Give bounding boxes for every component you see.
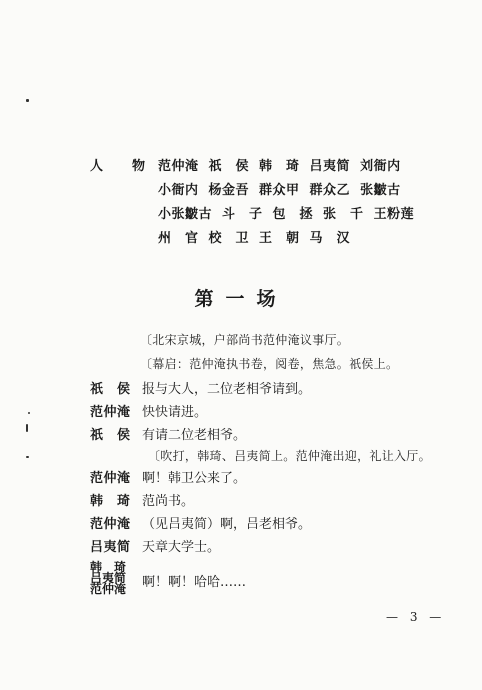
stage-direction: 〔幕启：范仲淹执书卷，阅卷，焦急。祇侯上。	[140, 357, 399, 371]
scan-speck	[26, 99, 29, 102]
cast-name: 包 拯	[272, 207, 314, 222]
dialogue-line	[90, 467, 246, 486]
scan-speck	[26, 456, 29, 458]
cast-name: 群众乙	[309, 183, 351, 198]
scan-speck	[26, 424, 28, 432]
cast-name: 范仲淹	[158, 159, 199, 174]
stage-direction: 〔北宋京城，户部尚书范仲淹议事厅。	[140, 333, 350, 347]
group-speakers	[90, 561, 126, 594]
cast-name: 刘衙内	[360, 159, 401, 174]
cast-name: 张 千	[323, 207, 364, 222]
cast-name: 斗 子	[222, 207, 263, 222]
cast-row	[158, 227, 350, 246]
cast-name: 群众甲	[259, 183, 300, 198]
speaker-name: 韩 琦	[90, 494, 131, 509]
speaker-name: 韩 琦	[90, 560, 127, 574]
cast-label: 人 物	[90, 159, 147, 174]
dialogue-line	[90, 401, 207, 420]
dialogue-text: 范尚书。	[142, 494, 195, 509]
cast-name: 吕夷简	[309, 159, 351, 174]
cast-name: 小衙内	[158, 183, 199, 198]
dialogue-line	[90, 424, 246, 443]
cast-name: 王 朝	[259, 231, 300, 246]
dialogue-text: 报与大人，二位老相爷请到。	[142, 382, 312, 397]
speaker-name: 范仲淹	[90, 582, 127, 596]
speaker-name: 范仲淹	[90, 405, 131, 420]
dialogue-text: 啊！韩卫公来了。	[142, 471, 247, 486]
dialogue-text: 天章大学士。	[142, 540, 221, 555]
cast-name: 王粉莲	[373, 207, 415, 222]
dialogue-text: （见吕夷简）啊，吕老相爷。	[142, 517, 312, 532]
cast-name: 马 汉	[309, 231, 351, 246]
page-number: — 3 —	[386, 610, 446, 624]
cast-row	[158, 179, 401, 198]
scan-speck	[28, 412, 30, 414]
cast-name: 杨金吾	[208, 183, 250, 198]
dialogue-text: 有请二位老相爷。	[142, 428, 247, 443]
group-dialogue-text: 啊！啊！哈哈……	[142, 575, 247, 590]
dialogue-text: 快快请进。	[142, 405, 208, 420]
cast-row	[158, 155, 401, 174]
dialogue-line	[90, 536, 220, 555]
cast-name: 韩 琦	[259, 159, 300, 174]
cast-row	[158, 203, 414, 222]
speaker-name: 范仲淹	[90, 517, 131, 532]
stage-direction: 〔吹打，韩琦、吕夷简上。范仲淹出迎，礼让入厅。	[148, 449, 431, 463]
speaker-name: 吕夷简	[90, 571, 127, 585]
cast-name: 小张皺古	[158, 207, 213, 222]
cast-name: 张皺古	[360, 183, 401, 198]
speaker-name: 祇 侯	[90, 382, 131, 397]
cast-name: 校 卫	[208, 231, 250, 246]
dialogue-line	[90, 513, 311, 532]
speaker-name: 祇 侯	[90, 428, 131, 443]
dialogue-line	[90, 378, 311, 397]
scene-title: 第一场	[194, 288, 288, 310]
speaker-name: 吕夷简	[90, 540, 131, 555]
cast-name: 州 官	[158, 231, 199, 246]
dialogue-line	[90, 490, 194, 509]
cast-name: 祇 侯	[208, 159, 250, 174]
speaker-name: 范仲淹	[90, 471, 131, 486]
